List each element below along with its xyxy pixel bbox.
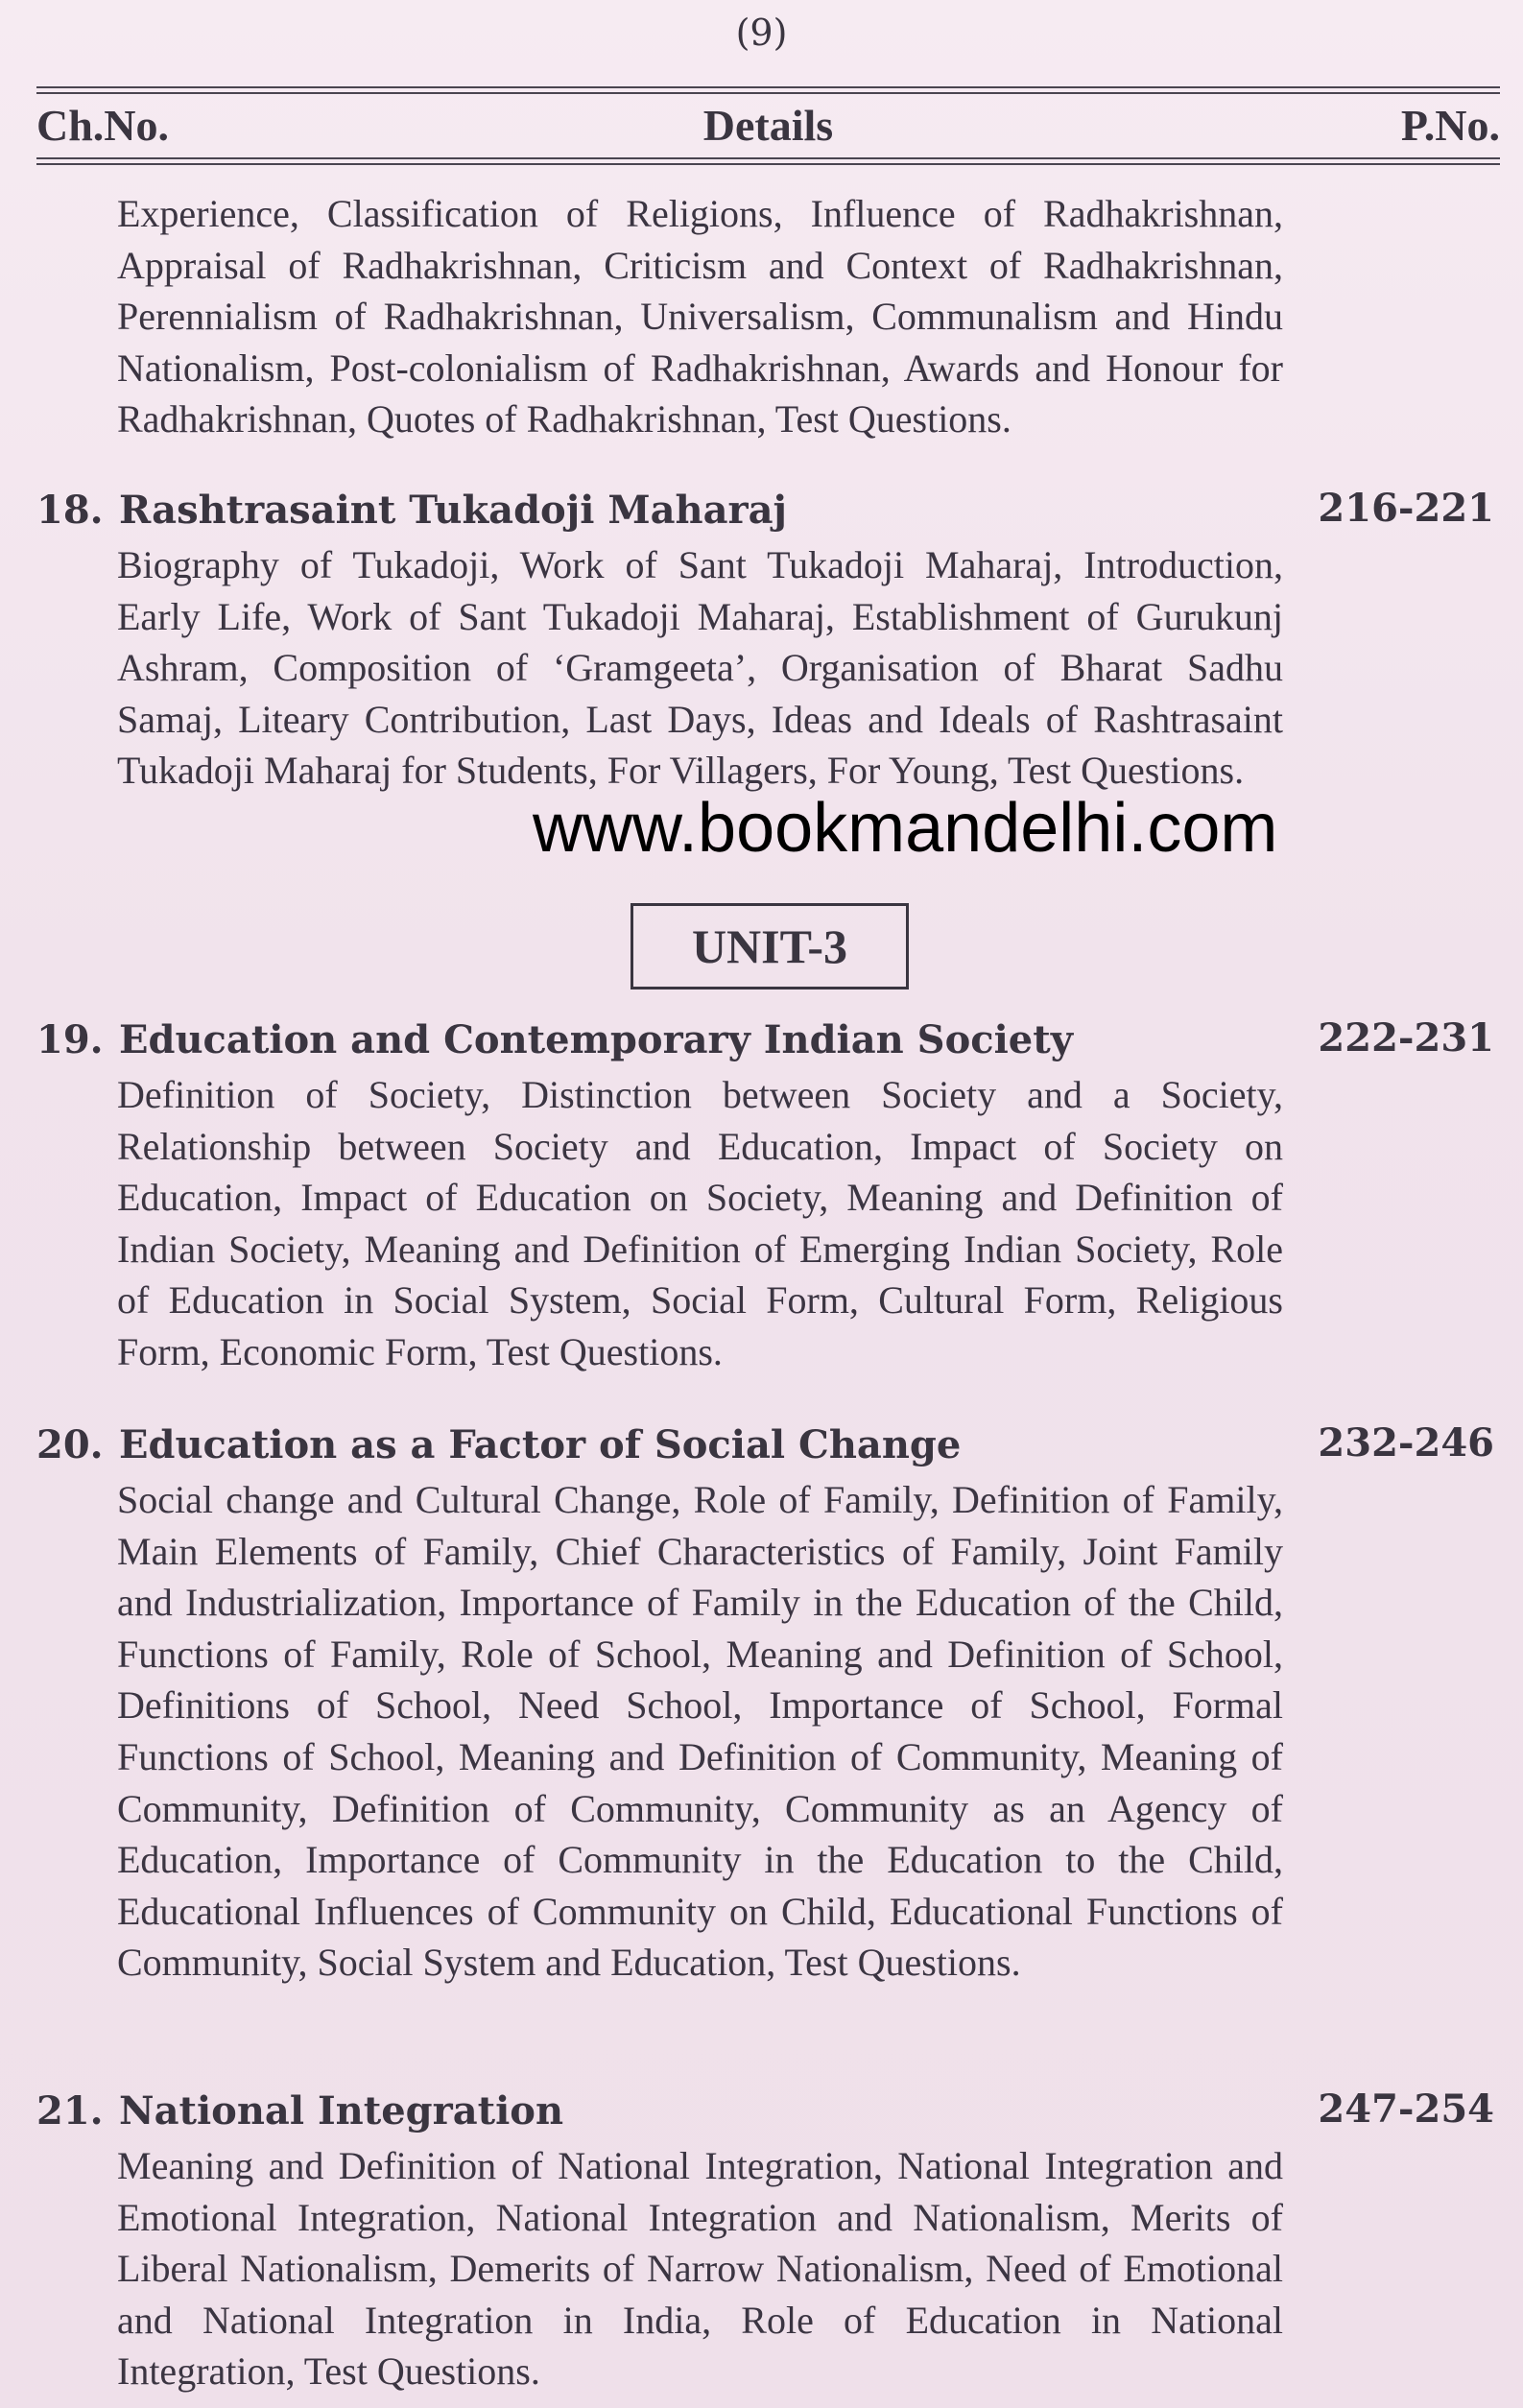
unit-label: UNIT-3 [631,903,909,989]
chapter-pages: 247-254 [1318,2086,1494,2132]
header-page-number: P.No. [1400,101,1500,150]
chapter-number: 18. [36,488,104,533]
header-chapter-number: Ch.No. [36,101,170,150]
header-details: Details [702,101,834,150]
chapter-pages: 232-246 [1318,1420,1494,1466]
chapter-details: Meaning and Definition of National Integration, National Integration and Emotional Integration, National Integration and Nationalism, Merits of Liberal Nationalism, Demerits of Narrow Nationalism, Need of Emotional and National Integration in India, Role of Education in National Integration, Test Questions. [117,2144,1283,2394]
chapter-pages: 222-231 [1318,1015,1494,1061]
chapter-number: 19. [36,1017,104,1062]
chapter-title: Education as a Factor of Social Change [119,1422,962,1467]
chapter-number: 20. [36,1422,104,1467]
watermark-url: www.bookmandelhi.com [533,790,1278,867]
header-rule-1 [36,157,1500,159]
chapter-title: Education and Contemporary Indian Society [119,1017,1073,1062]
chapter-details: Social change and Cultural Change, Role of Family, Definition of Family, Main Elements of Family, Chief Characteristics of Family, Joint Family and Industrialization, Importance of Family in the Education of the Child, Functions of Family, Role of School, Meaning and Definition of School, Definitions of School, Need School, Importance of School, Formal Functions of School, Meaning and Definition of Community, Meaning of Community, Definition of Community, Community as an Agency of Education, Importance of Community in the Education to the Child, Educational Influences of Community on Child, Educational Functions of Community, Social System and Education, Test Questions. [117,1478,1283,1985]
header-rule-2 [36,163,1500,165]
contents-header [36,100,1500,157]
chapter-details: Definition of Society, Distinction between Society and a Society, Relationship between Society and Education, Impact of Society on Education, Impact of Education on Society, Meaning and Definition of Indian Society, Meaning and Definition of Emerging Indian Society, Role of Education in Social System, Social Form, Cultural Form, Religious Form, Economic Form, Test Questions. [117,1073,1283,1373]
chapter-number: 21. [36,2088,104,2134]
chapter-pages: 216-221 [1318,486,1494,531]
chapter-title: Rashtrasaint Tukadoji Maharaj [119,488,787,533]
chapter-title: National Integration [119,2088,564,2134]
page-number: (9) [735,12,788,54]
continuation-text: Experience, Classification of Religions, Influence of Radhakrishnan, Appraisal of Radhakrishnan, Criticism and Context of Radhakrishnan, Perennialism of Radhakrishnan, Universalism, Communalism and Hindu Nationalism, Post-colonialism of Radhakrishnan, Awards and Honour for Radhakrishnan, Quotes of Radhakrishnan, Test Questions. [117,192,1283,441]
top-rule-1 [36,86,1500,88]
chapter-details: Biography of Tukadoji, Work of Sant Tukadoji Maharaj, Introduction, Early Life, Work of Sant Tukadoji Maharaj, Establishment of Gurukunj Ashram, Composition of ‘Gramgeeta’, Organisation of Bharat Sadhu Samaj, Liteary Contribution, Last Days, Ideas and Ideals of Rashtrasaint Tukadoji Maharaj for Students, For Villagers, For Young, Test Questions. [117,543,1283,793]
top-rule-2 [36,92,1500,94]
